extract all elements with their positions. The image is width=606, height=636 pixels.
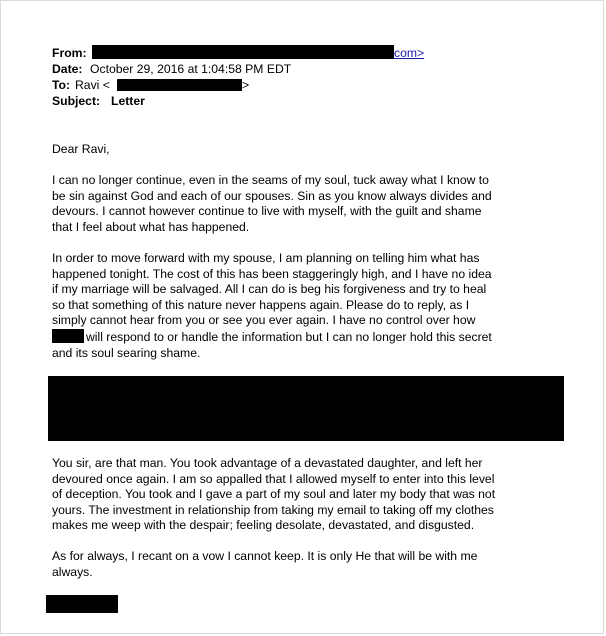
salutation: Dear Ravi, <box>52 142 110 156</box>
name-redaction <box>52 329 84 343</box>
paragraph-line: that I feel about what has happened. <box>52 219 250 234</box>
from-redaction <box>92 45 394 59</box>
paragraph-line: always. <box>52 564 93 579</box>
paragraph-line: devoured once again. I am so appalled that I allowed myself to enter into this level <box>52 471 495 486</box>
paragraph-line: In order to move forward with my spouse, I am planning on telling him what has <box>52 251 480 265</box>
paragraph-1 <box>52 173 562 235</box>
subject-value: Letter <box>111 94 145 108</box>
paragraph-line: and its soul searing shame. <box>52 345 201 360</box>
paragraph-line-with-redaction <box>52 329 562 346</box>
paragraph-line: if my marriage will be salvaged. All I can do is beg his forgiveness and try to heal <box>52 282 487 297</box>
paragraph-line: be sin against God and each of our spouses. Sin as you know always divides and <box>52 188 492 203</box>
subject-label: Subject: <box>52 94 101 108</box>
paragraph-line: You sir, are that man. You took advantage of a devastated daughter, and left her <box>52 456 483 470</box>
date-label: Date: <box>52 62 83 76</box>
paragraph-2 <box>52 251 562 361</box>
to-label: To: <box>52 78 71 92</box>
to-redaction <box>117 79 242 91</box>
paragraph-redaction-block <box>48 376 564 441</box>
paragraph-line: happened tonight. The cost of this has been staggeringly high, and I have no idea <box>52 266 492 281</box>
paragraph-line: I can no longer continue, even in the seams of my soul, tuck away what I know to <box>52 173 489 187</box>
paragraph-line: yours. The investment in relationship from taking my email to taking off my clothes <box>52 502 494 517</box>
paragraph-line: of deception. You took and I gave a part of my soul and later my body that was not <box>52 487 496 502</box>
paragraph-line: makes me weep with the despair; feeling desolate, devastated, and disgusted. <box>52 518 475 533</box>
paragraph-3 <box>52 456 562 534</box>
signature-redaction <box>46 595 118 613</box>
paragraph-line: simply cannot hear from you or see you ever again. I have no control over how <box>52 313 476 328</box>
paragraph-line-rest: will respond to or handle the information but I can no longer hold this secret <box>86 329 492 344</box>
paragraph-4 <box>52 549 562 580</box>
date-value: October 29, 2016 at 1:04:58 PM EDT <box>90 62 292 76</box>
paragraph-line: so that something of this nature never happens again. Please do to reply, as I <box>52 297 470 312</box>
to-name: Ravi < <box>75 78 110 92</box>
paragraph-line: devours. I cannot however continue to live with myself, with the guilt and shame <box>52 204 482 219</box>
to-suffix: > <box>242 78 250 92</box>
paragraph-line: As for always, I recant on a vow I cannot keep. It is only He that will be with me <box>52 549 478 563</box>
from-label: From: <box>52 46 87 60</box>
from-email-suffix[interactable]: com> <box>394 46 425 60</box>
